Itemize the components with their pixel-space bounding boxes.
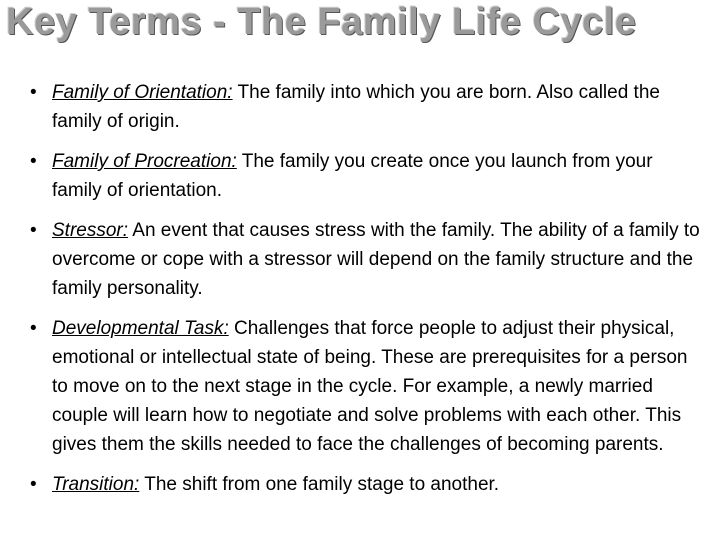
term-name: Developmental Task: <box>52 318 229 339</box>
term-name: Family of Orientation: <box>52 82 233 103</box>
slide-title: Key Terms - The Family Life Cycle <box>6 1 637 43</box>
term-definition: The shift from one family stage to another. <box>144 474 500 495</box>
term-definition: Challenges that force people to adjust their physical, emotional or intellectual state of being. These are prerequisites for a person to move on to the next stage in the cycle. For example, a newly married couple will learn how to negotiate and solve problems with each other. This gives them the skills needed to face the challenges of becoming parents. <box>52 318 688 455</box>
bullet-icon: • <box>30 474 37 495</box>
term-definition: The family into which you are born. Also called the family of origin. <box>52 82 660 132</box>
term-transition <box>30 470 700 499</box>
term-stressor <box>30 216 700 303</box>
bullet-icon: • <box>30 318 37 339</box>
term-definition: The family you create once you launch from your family of orientation. <box>52 151 653 201</box>
term-family-of-procreation <box>30 147 700 205</box>
key-terms-list <box>30 78 700 510</box>
term-family-of-orientation <box>30 78 700 136</box>
bullet-icon: • <box>30 151 37 172</box>
term-name: Family of Procreation: <box>52 151 237 172</box>
term-name: Transition: <box>52 474 140 495</box>
term-name: Stressor: <box>52 220 129 241</box>
term-developmental-task <box>30 314 700 459</box>
bullet-icon: • <box>30 82 37 103</box>
term-definition: An event that causes stress with the family. The ability of a family to overcome or cope with a stressor will depend on the family structure and the family personality. <box>52 220 700 299</box>
bullet-icon: • <box>30 220 37 241</box>
